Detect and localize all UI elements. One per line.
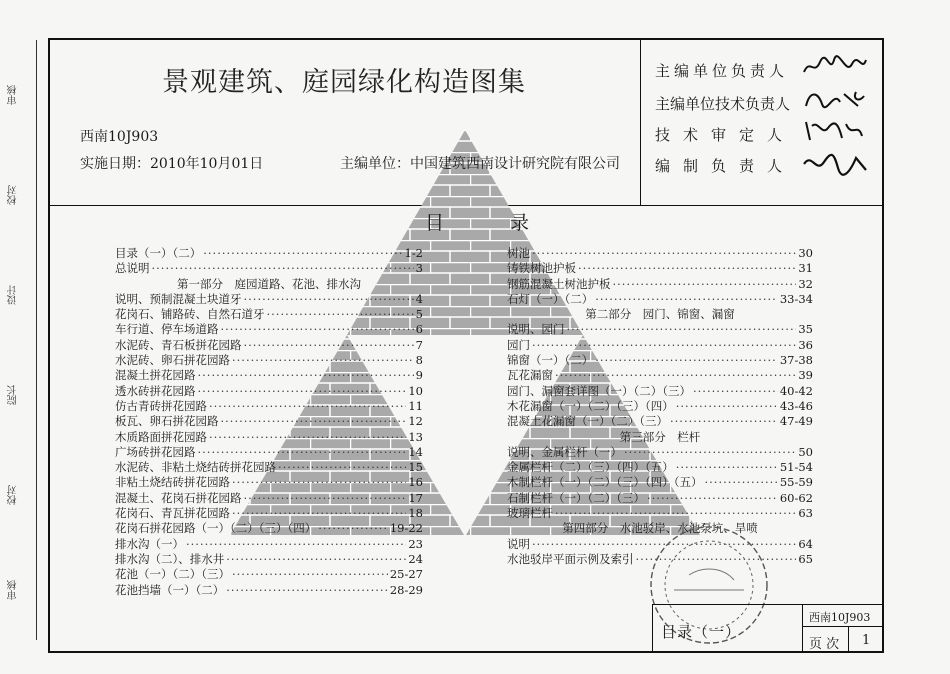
responsible-label-3: 技术审定人 (655, 126, 796, 144)
toc-entry[interactable] (115, 353, 423, 368)
toc-leader-dots (613, 277, 797, 292)
toc-entry-title: 说明、预制混凝土块道牙 (115, 291, 242, 306)
toc-leader-dots (209, 430, 406, 445)
toc-entry[interactable] (115, 368, 423, 383)
title-block (652, 604, 884, 653)
toc-entry-page: 12 (408, 414, 423, 429)
toc-leader-dots (705, 475, 778, 490)
toc-leader-dots (232, 353, 414, 368)
toc-entry[interactable] (507, 384, 813, 399)
toc-entry[interactable] (115, 384, 423, 399)
toc-section-heading: 第一部分 庭园道路、花池、排水沟 (177, 276, 361, 291)
toc-entry-title: 锦窗（一）（二） (507, 353, 594, 368)
toc-entry[interactable] (115, 552, 423, 567)
toc-entry-page: 4 (415, 291, 423, 306)
toc-entry-page: 36 (798, 337, 813, 352)
toc-entry[interactable] (115, 322, 423, 337)
responsible-label-4: 编制负责人 (655, 157, 796, 175)
toc-entry[interactable] (507, 491, 813, 506)
toc-leader-dots (186, 537, 406, 552)
toc-leader-dots (232, 475, 406, 490)
toc-leader-dots (676, 460, 778, 475)
toc-entry[interactable] (115, 460, 423, 475)
toc-entry-title: 目录（一）（二） (115, 246, 202, 260)
toc-entry-title: 钢筋混凝土树池护板 (507, 276, 611, 291)
toc-entry-title: 透水砖拼花园路 (115, 383, 196, 398)
toc-entry[interactable] (115, 399, 423, 414)
binding-label-2: 校对 (8, 185, 19, 205)
toc-entry-page: 15 (408, 460, 423, 475)
toc-entry-title: 水泥砖、卵石拼花园路 (115, 353, 230, 368)
toc-section-heading: 第四部分 水池驳岸、水池泵坑、旱喷 (562, 521, 758, 536)
editor-organization: 主编单位：中国建筑西南设计研究院有限公司 (340, 156, 620, 172)
toc-entry-title: 木花漏窗（一）（二）（三）（四） (507, 398, 674, 413)
toc-leader-dots (152, 261, 414, 276)
toc-entry-title: 说明、园门 (507, 322, 565, 337)
title-block-page-label-cell (802, 626, 848, 653)
toc-heading-right: 录 (510, 212, 532, 234)
binding-divider (36, 40, 37, 640)
responsible-label-1: 主编单位负责人 (655, 62, 789, 80)
toc-entry-title: 非粘土烧结砖拼花园路 (115, 475, 230, 490)
toc-leader-dots (198, 368, 414, 383)
toc-entry-page: 33-34 (779, 291, 813, 306)
toc-entry-page: 1-2 (404, 246, 423, 260)
signature-1 (800, 54, 870, 80)
toc-entry-title: 瓦花漏窗 (507, 368, 553, 383)
binding-label-4: 院长 (8, 385, 19, 405)
binding-label-1: 审核 (8, 85, 19, 105)
toc-entry-page: 39 (798, 368, 813, 383)
toc-entry-title: 花池（一）（二）（三） (115, 567, 230, 582)
toc-entry-page: 10 (408, 383, 423, 398)
page-label: 页 次 (809, 637, 840, 652)
toc-entry-page: 28-29 (389, 582, 423, 597)
signature-4 (800, 150, 870, 176)
toc-entry-page: 50 (798, 444, 813, 459)
binding-label-3: 设计 (8, 285, 19, 305)
toc-leader-dots (578, 261, 796, 276)
toc-entry-page: 7 (415, 337, 423, 352)
toc-leader-dots (203, 246, 402, 261)
toc-entry-title: 仿古青砖拼花园路 (115, 398, 207, 413)
toc-leader-dots (198, 384, 407, 399)
toc-entry[interactable] (115, 521, 423, 536)
toc-section-heading: 第三部分 栏杆 (619, 429, 701, 444)
toc-entry[interactable] (507, 338, 813, 353)
toc-entry[interactable] (115, 430, 423, 445)
toc-entry[interactable] (115, 475, 423, 490)
toc-leader-dots (595, 353, 778, 368)
toc-entry-title: 树池 (507, 246, 530, 260)
toc-entry[interactable] (507, 353, 813, 368)
toc-entry-page: 55-59 (779, 475, 813, 490)
toc-leader-dots (278, 460, 406, 475)
toc-entry-title: 金属栏杆（二）（三）（四）（五） (507, 460, 674, 475)
toc-entry[interactable] (115, 445, 423, 460)
toc-entry-title: 花池挡墙（一）（二） (115, 582, 225, 597)
toc-entry[interactable] (115, 537, 423, 552)
toc-leader-dots (267, 307, 414, 322)
toc-entry[interactable] (507, 475, 813, 490)
toc-entry-title: 总说明 (115, 261, 150, 276)
sheet-name: 目录（一） (661, 623, 742, 641)
toc-leader-dots (221, 414, 407, 429)
page-number: 1 (862, 633, 871, 648)
toc-entry[interactable] (115, 338, 423, 353)
toc-entry-title: 石灯（一）（二） (507, 291, 594, 306)
toc-entry[interactable] (115, 292, 423, 307)
signature-2 (800, 86, 870, 112)
toc-entry[interactable] (507, 277, 813, 292)
binding-label-6: 审核 (8, 580, 19, 600)
toc-entry[interactable] (507, 460, 813, 475)
toc-entry[interactable] (115, 414, 423, 429)
toc-entry-page: 63 (798, 506, 813, 521)
toc-leader-dots (244, 292, 414, 307)
toc-entry-title: 广场砖拼花园路 (115, 444, 196, 459)
toc-entry[interactable] (507, 399, 813, 414)
toc-leader-dots (221, 322, 414, 337)
toc-entry-page: 35 (798, 322, 813, 337)
toc-entry-title: 花岗石拼花园路（一）（二）（三）（四） (115, 521, 317, 536)
toc-entry-page: 5 (415, 307, 423, 322)
toc-leader-dots (209, 399, 406, 414)
toc-leader-dots (670, 414, 778, 429)
responsible-label-2: 主编单位技术负责人 (655, 95, 791, 113)
toc-entry-title: 园门 (507, 337, 530, 352)
toc-entry-page: 11 (408, 398, 423, 413)
toc-entry-title: 铸铁树池护板 (507, 261, 576, 276)
toc-entry-page: 23 (408, 536, 423, 551)
toc-entry-page: 30 (798, 246, 813, 260)
toc-heading-left: 目 (425, 212, 447, 234)
toc-entry[interactable] (115, 567, 423, 582)
toc-entry-page: 17 (408, 490, 423, 505)
toc-entry-page: 3 (415, 261, 423, 276)
toc-entry-title: 水池驳岸平面示例及索引 (507, 551, 634, 566)
toc-entry-page: 65 (798, 551, 813, 566)
toc-entry-title: 板瓦、卵石拼花园路 (115, 414, 219, 429)
toc-leader-dots (532, 338, 796, 353)
toc-leader-dots (624, 445, 796, 460)
toc-entry-page: 37-38 (779, 353, 813, 368)
toc-entry-page: 24 (408, 551, 423, 566)
toc-leader-dots (226, 583, 388, 598)
toc-entry[interactable] (115, 583, 423, 598)
toc-entry-title: 玻璃栏杆 (507, 506, 553, 521)
toc-leader-dots (244, 338, 414, 353)
toc-leader-dots (647, 491, 778, 506)
toc-entry[interactable] (115, 307, 423, 322)
title-block-page-number-cell (848, 626, 884, 653)
toc-entry-title: 混凝土拼花园路 (115, 368, 196, 383)
toc-entry-title: 水泥砖、青石板拼花园路 (115, 337, 242, 352)
toc-entry-title: 石制栏杆（一）（二）（三） (507, 490, 645, 505)
toc-leader-dots (595, 292, 778, 307)
toc-entry-page: 18 (408, 506, 423, 521)
toc-entry-title: 花岗石、青瓦拼花园路 (115, 506, 230, 521)
signature-3 (800, 118, 870, 144)
toc-leader-dots (232, 567, 388, 582)
toc-entry-page: 16 (408, 475, 423, 490)
toc-left-column (115, 246, 423, 598)
toc-entry[interactable] (115, 506, 423, 521)
toc-entry-title: 排水沟（一） (115, 536, 184, 551)
toc-entry-title: 木制栏杆（一）（二）（三）（四）（五） (507, 475, 703, 490)
toc-entry-title: 花岗石、铺路砖、自然石道牙 (115, 307, 265, 322)
toc-leader-dots (676, 399, 778, 414)
toc-entry[interactable] (115, 261, 423, 276)
toc-entry[interactable] (115, 491, 423, 506)
toc-entry-title: 排水沟（二）、排水井 (115, 551, 225, 566)
toc-leader-dots (244, 491, 407, 506)
toc-entry-page: 13 (408, 429, 423, 444)
toc-entry-page: 14 (408, 444, 423, 459)
toc-entry[interactable] (115, 246, 423, 261)
toc-entry-title: 说明、金属栏杆（一） (507, 444, 622, 459)
toc-entry[interactable] (507, 261, 813, 276)
toc-leader-dots (567, 322, 797, 337)
toc-entry-page: 32 (798, 276, 813, 291)
toc-entry-page: 64 (798, 536, 813, 551)
toc-entry-title: 混凝土花漏窗（一）（二）（三） (507, 414, 668, 429)
toc-entry-page: 9 (415, 368, 423, 383)
toc-entry[interactable] (507, 246, 813, 261)
toc-leader-dots (226, 552, 406, 567)
toc-leader-dots (532, 246, 796, 261)
toc-entry-page: 47-49 (779, 414, 813, 429)
toc-entry-page: 43-46 (779, 398, 813, 413)
toc-entry-page: 25-27 (389, 567, 423, 582)
toc-leader-dots (555, 368, 796, 383)
toc-entry-title: 混凝土、花岗石拼花园路 (115, 490, 242, 505)
toc-entry[interactable] (507, 292, 813, 307)
sheet-atlas-code: 西南10J903 (809, 611, 871, 624)
title-block-code-cell (802, 604, 884, 626)
atlas-code: 西南10J903 (80, 129, 159, 145)
toc-entry-page: 8 (415, 353, 423, 368)
binding-label-5: 校对 (8, 485, 19, 505)
toc-entry-page: 60-62 (779, 490, 813, 505)
title-block-sheet-cell (652, 604, 802, 653)
toc-entry[interactable] (507, 368, 813, 383)
toc-entry[interactable] (507, 445, 813, 460)
toc-leader-dots (693, 384, 778, 399)
toc-entry-page: 51-54 (779, 460, 813, 475)
toc-entry[interactable] (507, 322, 813, 337)
toc-entry-title: 园门、漏窗套详图（一）（二）（三） (507, 383, 691, 398)
toc-entry-page: 19-22 (389, 521, 423, 536)
toc-leader-dots (318, 521, 388, 536)
atlas-title: 景观建筑、庭园绿化构造图集 (162, 67, 526, 98)
toc-entry-page: 40-42 (779, 383, 813, 398)
toc-entry-title: 车行道、停车场道路 (115, 322, 219, 337)
toc-entry-title: 水泥砖、非粘土烧结砖拼花园路 (115, 460, 276, 475)
toc-leader-dots (198, 445, 407, 460)
toc-entry-title: 说明 (507, 536, 530, 551)
toc-entry-page: 6 (415, 322, 423, 337)
implementation-date: 实施日期：2010年10月01日 (80, 156, 264, 172)
toc-section-heading: 第二部分 园门、锦窗、漏窗 (585, 307, 735, 322)
binding-strip (6, 40, 38, 640)
toc-entry-title: 木质路面拼花园路 (115, 429, 207, 444)
toc-leader-dots (232, 506, 406, 521)
toc-entry-page: 31 (798, 261, 813, 276)
toc-entry[interactable] (507, 414, 813, 429)
